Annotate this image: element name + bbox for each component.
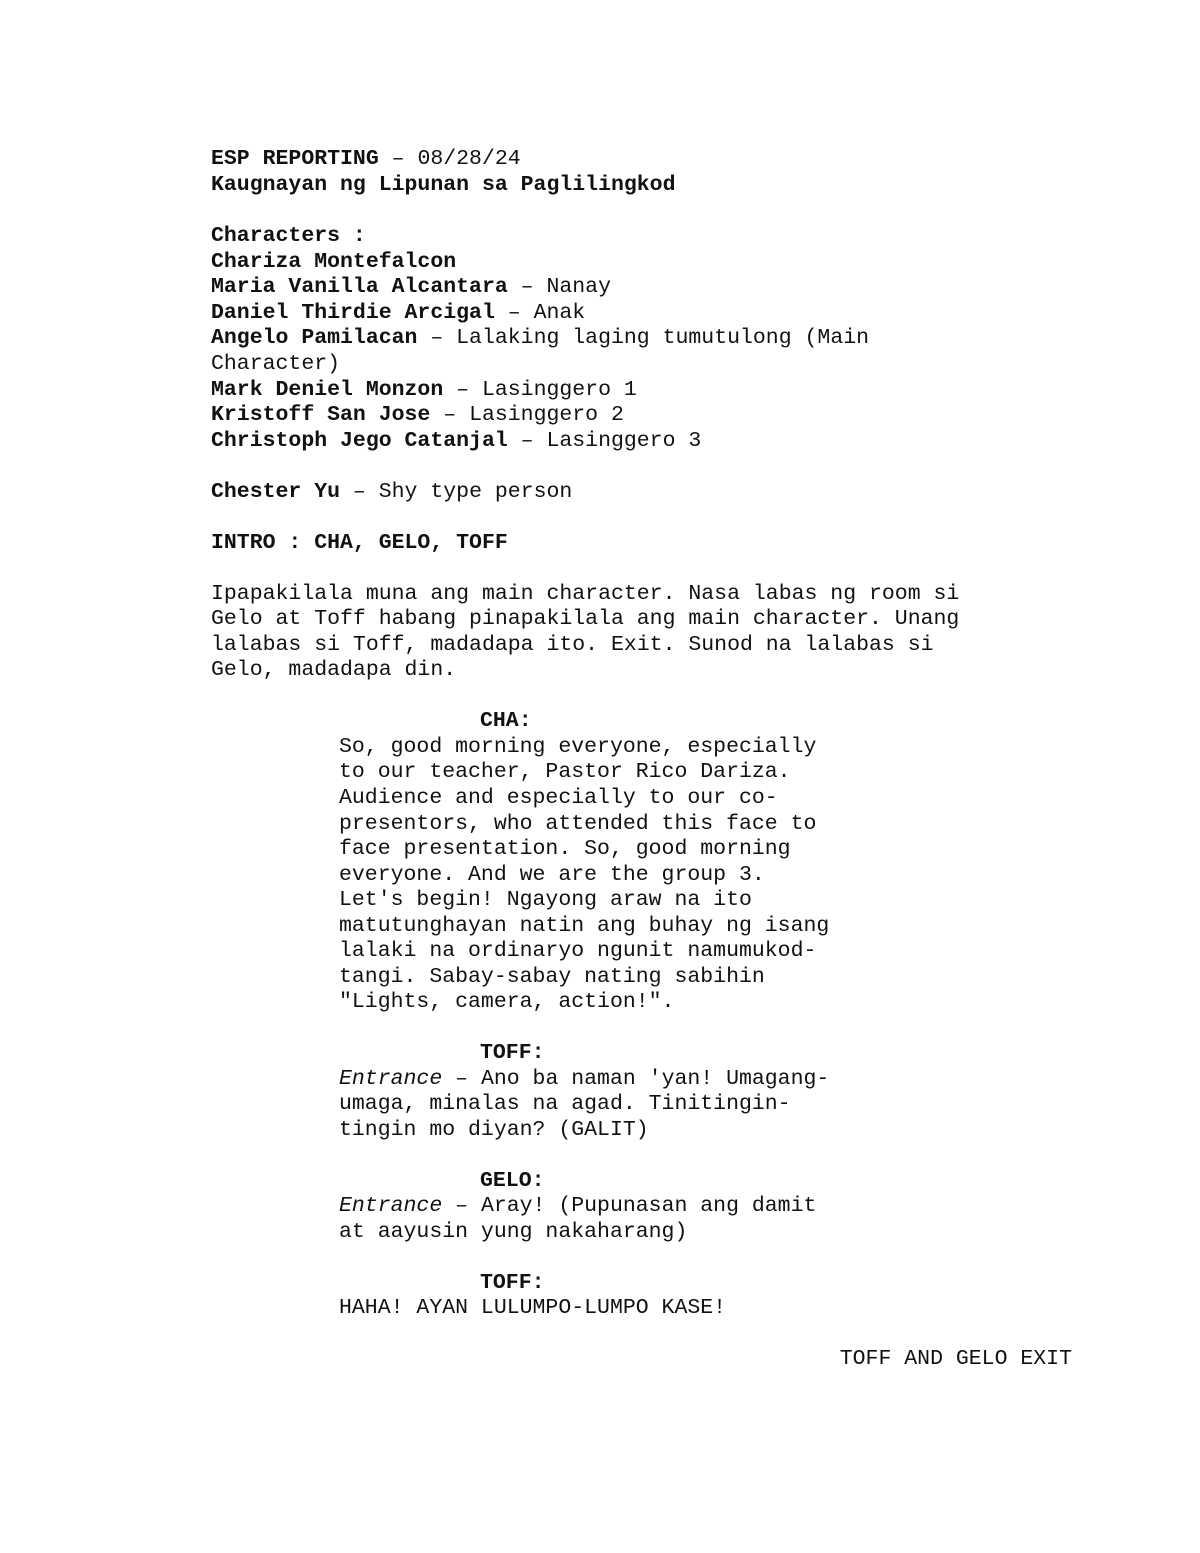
dialogue-line: Audience and especially to our co- [339, 786, 778, 810]
stage-direction: Entrance [339, 1194, 443, 1218]
dialogue-line: face presentation. So, good morning [339, 837, 791, 861]
character-entry: Maria Vanilla Alcantara – Nanay [211, 275, 611, 299]
speaker-name: CHA [480, 709, 519, 733]
action-line: Gelo, madadapa din. [211, 658, 457, 682]
action-line: Ipapakilala muna ang main character. Nasa labas ng room si [211, 582, 960, 606]
stage-direction: Entrance [339, 1067, 443, 1091]
dialogue-text: Aray! (Pupunasan ang damit [480, 1194, 817, 1218]
character-role: Lasinggero 3 [546, 429, 702, 453]
speaker-name: TOFF [480, 1271, 532, 1295]
action-line: Gelo at Toff habang pinapakilala ang main character. Unang [211, 607, 960, 631]
character-role: Anak [533, 301, 586, 325]
dialogue-line: to our teacher, Pastor Rico Dariza. [339, 760, 791, 784]
dialogue-line: tangi. Sabay-sabay nating sabihin [339, 965, 765, 989]
dialogue-line: "Lights, camera, action!". [339, 990, 675, 1014]
character-role: Shy type person [378, 480, 573, 504]
character-entry: Mark Deniel Monzon – Lasinggero 1 [211, 378, 637, 402]
character-name: Kristoff San Jose [211, 403, 431, 427]
character-role: Lasinggero 1 [481, 378, 637, 402]
speaker-cue: TOFF: [480, 1041, 545, 1065]
dialogue-line: presentors, who attended this face to [339, 812, 817, 836]
speaker-cue: TOFF: [480, 1271, 545, 1295]
character-role: Lalaking laging tumutulong (Main [456, 326, 870, 350]
dialogue-line: matutunghayan natin ang buhay ng isang [339, 914, 830, 938]
dialogue-line: tingin mo diyan? (GALIT) [339, 1118, 649, 1142]
dialogue-line: Entrance – Ano ba naman 'yan! Umagang- [339, 1067, 830, 1091]
character-role-continued: Character) [211, 352, 341, 376]
character-entry: Angelo Pamilacan – Lalaking laging tumutulong (Main [211, 326, 870, 350]
character-name: Angelo Pamilacan [211, 326, 418, 350]
character-name: Mark Deniel Monzon [211, 378, 444, 402]
speaker-name: TOFF [480, 1041, 532, 1065]
character-entry: Chester Yu – Shy type person [211, 480, 573, 504]
dialogue-line: everyone. And we are the group 3. [339, 863, 765, 887]
report-subtitle: Kaugnayan ng Lipunan sa Paglilingkod [211, 173, 676, 197]
dialogue-line: at aayusin yung nakaharang) [339, 1220, 688, 1244]
intro-heading: INTRO : CHA, GELO, TOFF [211, 531, 508, 555]
character-name: Chester Yu [211, 480, 341, 504]
character-name: Maria Vanilla Alcantara [211, 275, 508, 299]
character-name: Daniel Thirdie Arcigal [211, 301, 495, 325]
report-date: 08/28/24 [417, 147, 521, 171]
dialogue-line: umaga, minalas na agad. Tinitingin- [339, 1092, 791, 1116]
speaker-cue: GELO: [480, 1169, 545, 1193]
report-title-line: ESP REPORTING – 08/28/24 [211, 147, 521, 171]
dialogue-line: lalaki na ordinaryo ngunit namumukod- [339, 939, 817, 963]
dialogue-line: Entrance – Aray! (Pupunasan ang damit [339, 1194, 817, 1218]
report-title: ESP REPORTING [211, 147, 379, 171]
character-entry: Kristoff San Jose – Lasinggero 2 [211, 403, 624, 427]
character-name: Christoph Jego Catanjal [211, 429, 508, 453]
characters-heading: Characters : [211, 224, 366, 248]
character-role: Nanay [546, 275, 611, 299]
speaker-cue: CHA: [480, 709, 532, 733]
dialogue-line: So, good morning everyone, especially [339, 735, 817, 759]
action-line: lalabas si Toff, madadapa ito. Exit. Sunod na lalabas si [211, 633, 934, 657]
dialogue-line: Let's begin! Ngayong araw na ito [339, 888, 752, 912]
character-role: Lasinggero 2 [469, 403, 624, 427]
scene-transition: TOFF AND GELO EXIT [839, 1347, 1072, 1371]
character-entry: Daniel Thirdie Arcigal – Anak [211, 301, 586, 325]
dialogue-line: HAHA! AYAN LULUMPO-LUMPO KASE! [339, 1296, 727, 1320]
character-entry: Christoph Jego Catanjal – Lasinggero 3 [211, 429, 702, 453]
dialogue-text: Ano ba naman 'yan! Umagang- [480, 1067, 830, 1091]
character-name: Chariza Montefalcon [211, 250, 457, 274]
speaker-name: GELO [480, 1169, 532, 1193]
